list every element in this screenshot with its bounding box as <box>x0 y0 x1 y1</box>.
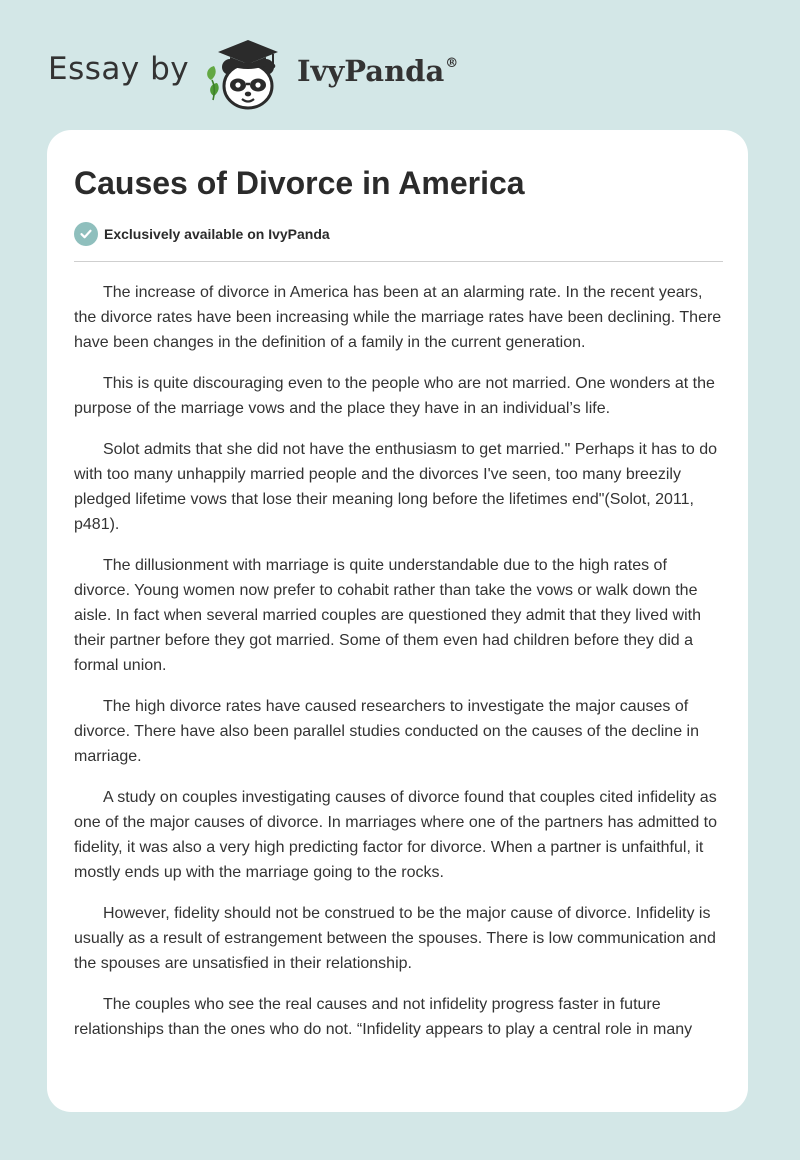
essay-body <box>74 280 726 1058</box>
brand-name-text: IvyPanda <box>297 54 445 88</box>
panda-graduate-icon <box>202 34 294 112</box>
essay-title: Causes of Divorce in America <box>74 165 525 201</box>
essay-paragraph: The high divorce rates have caused researchers to investigate the major causes of divorce. There have also been parallel studies conducted on the causes of the decline in marriage. <box>74 698 699 765</box>
essay-paragraph: However, fidelity should not be construed to be the major cause of divorce. Infidelity is usually as a result of estrangement between the spouses. There is low communication and the spouses are unsatisfied in their relationship. <box>74 905 716 972</box>
title-divider <box>74 261 723 262</box>
exclusive-badge <box>74 222 330 246</box>
essay-paragraph: A study on couples investigating causes of divorce found that couples cited infidelity as one of the major causes of divorce. In marriages where one of the partners has admitted to fidelity, it was also a very high predicting factor for divorce. When a partner is unfaithful, it mostly ends up with the marriage going to the rocks. <box>74 789 718 881</box>
brand-prefix: Essay by <box>48 51 190 87</box>
check-icon <box>74 222 98 246</box>
essay-paragraph: The increase of divorce in America has been at an alarming rate. In the recent years, the divorce rates have been increasing while the marriage rates have been declining. There have been changes in the definition of a family in the current generation. <box>74 284 722 351</box>
essay-paragraph: The couples who see the real causes and not infidelity progress faster in future relationships than the ones who do not. “Infidelity appears to play a central role in many <box>74 996 693 1038</box>
registered-mark: ® <box>445 56 459 71</box>
exclusive-label: Exclusively available on IvyPanda <box>104 226 330 242</box>
site-brand[interactable] <box>48 34 468 112</box>
brand-name <box>297 54 458 88</box>
essay-paragraph: This is quite discouraging even to the people who are not married. One wonders at the purpose of the marriage vows and the place they have in an individual’s life. <box>74 375 715 417</box>
essay-card <box>47 130 748 1112</box>
essay-paragraph: The dillusionment with marriage is quite understandable due to the high rates of divorce. Young women now prefer to cohabit rather than take the vows or walk down the aisle. In fact when several married couples are questioned they admit that they lived with their partner before they got married. Some of them even had children before they did a formal union. <box>74 557 701 674</box>
essay-paragraph: Solot admits that she did not have the enthusiasm to get married." Perhaps it has to do with too many unhappily married people and the divorces I've seen, too many breezily pledged lifetime vows that lose their meaning long before the lifetimes end"(Solot, 2011, p481). <box>74 441 718 533</box>
